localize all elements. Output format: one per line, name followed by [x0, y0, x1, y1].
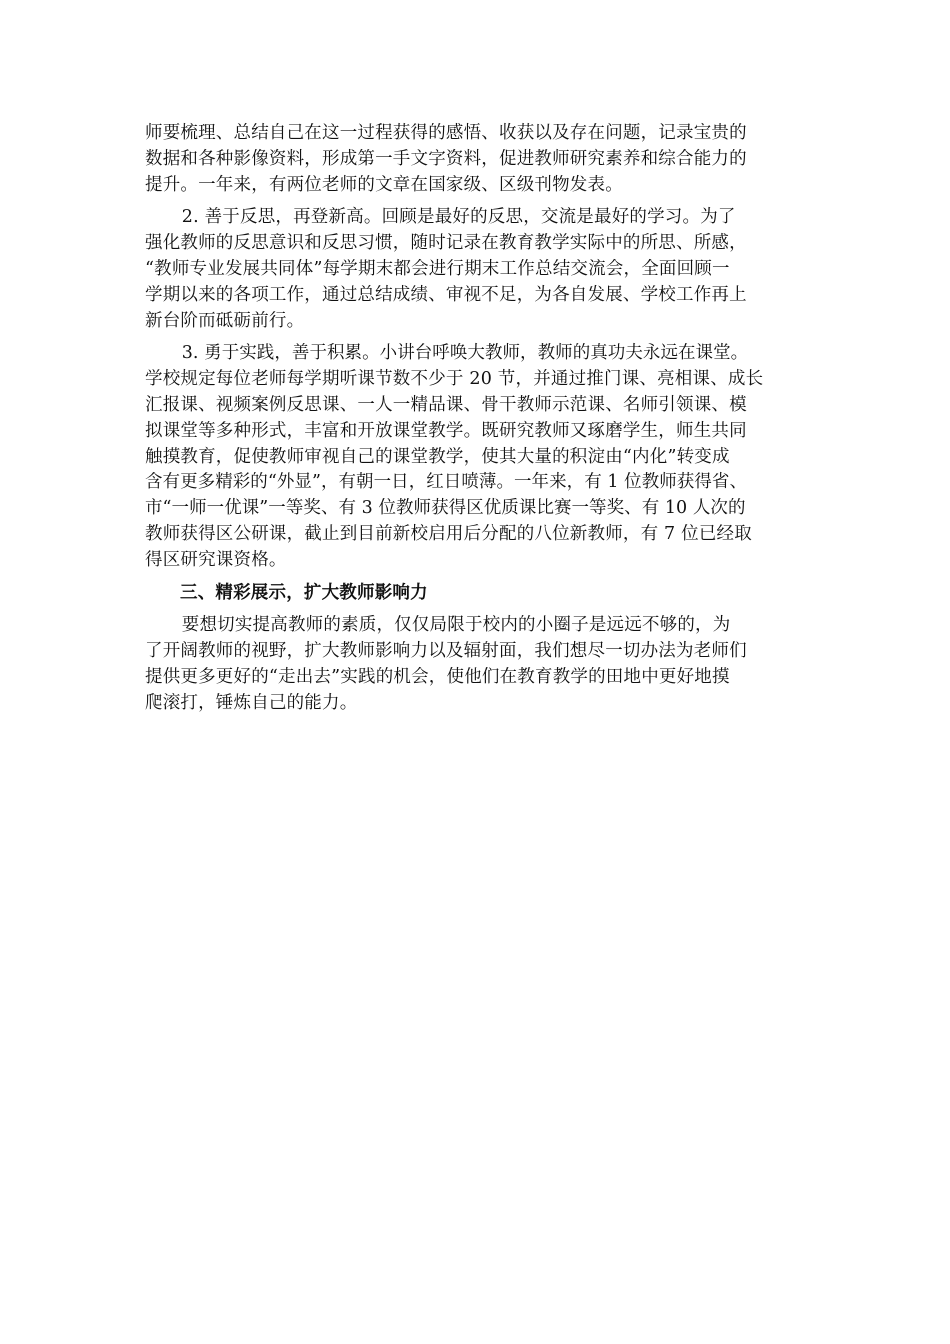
text-line: 含有更多精彩的“外显”，有朝一日，红日喷薄。一年来，有 1 位教师获得省、 — [145, 472, 747, 493]
text-line: 学校规定每位老师每学期听课节数不少于 20 节，并通过推门课、亮相课、成长 — [145, 369, 764, 390]
text-line: 汇报课、视频案例反思课、一人一精品课、骨干教师示范课、名师引领课、模 — [145, 394, 747, 415]
text-line: 触摸教育，促使教师审视自己的课堂教学，使其大量的积淀由“内化”转变成 — [145, 446, 730, 467]
text-line: 提供更多更好的“走出去”实践的机会，使他们在教育教学的田地中更好地摸 — [145, 666, 730, 687]
section-heading: 三、精彩展示，扩大教师影响力 — [180, 582, 428, 603]
text-line: 市“一师一优课”一等奖、有 3 位教师获得区优质课比赛一等奖、有 10 人次的 — [145, 498, 746, 519]
text-line: 强化教师的反思意识和反思习惯，随时记录在教育教学实际中的所思、所感， — [145, 233, 747, 254]
text-line: 提升。一年来，有两位老师的文章在国家级、区级刊物发表。 — [145, 174, 623, 195]
paragraph-continued — [145, 121, 813, 198]
text-line: 拟课堂等多种形式，丰富和开放课堂教学。既研究教师又琢磨学生，师生共同 — [145, 420, 747, 441]
text-line: 3. 勇于实践，善于积累。小讲台呼唤大教师，教师的真功夫永远在课堂。 — [181, 343, 749, 364]
text-line: 要想切实提高教师的素质，仅仅局限于校内的小圈子是远远不够的，为 — [181, 615, 731, 636]
text-line: 师要梳理、总结自己在这一过程获得的感悟、收获以及存在问题，记录宝贵的 — [145, 123, 747, 143]
text-line: 爬滚打，锤炼自己的能力。 — [145, 692, 358, 713]
paragraph-practice — [145, 341, 813, 573]
text-line: 新台阶而砥砺前行。 — [145, 310, 305, 331]
document-page — [145, 121, 813, 724]
text-line: 了开阔教师的视野，扩大教师影响力以及辐射面，我们想尽一切办法为老师们 — [145, 641, 747, 662]
text-line: 2. 善于反思，再登新高。回顾是最好的反思，交流是最好的学习。为了 — [181, 207, 736, 228]
text-line: 教师获得区公研课，截止到目前新校启用后分配的八位新教师，有 7 位已经取 — [145, 523, 752, 544]
text-line: 学期以来的各项工作，通过总结成绩、审视不足，为各自发展、学校工作再上 — [145, 284, 747, 305]
text-line: 数据和各种影像资料，形成第一手文字资料，促进教师研究素养和综合能力的 — [145, 148, 747, 169]
text-line: “教师专业发展共同体”每学期末都会进行期末工作总结交流会，全面回顾一 — [145, 258, 730, 279]
paragraph-reflection — [145, 205, 813, 334]
paragraph-showcase — [145, 613, 813, 716]
text-line: 得区研究课资格。 — [145, 549, 287, 570]
